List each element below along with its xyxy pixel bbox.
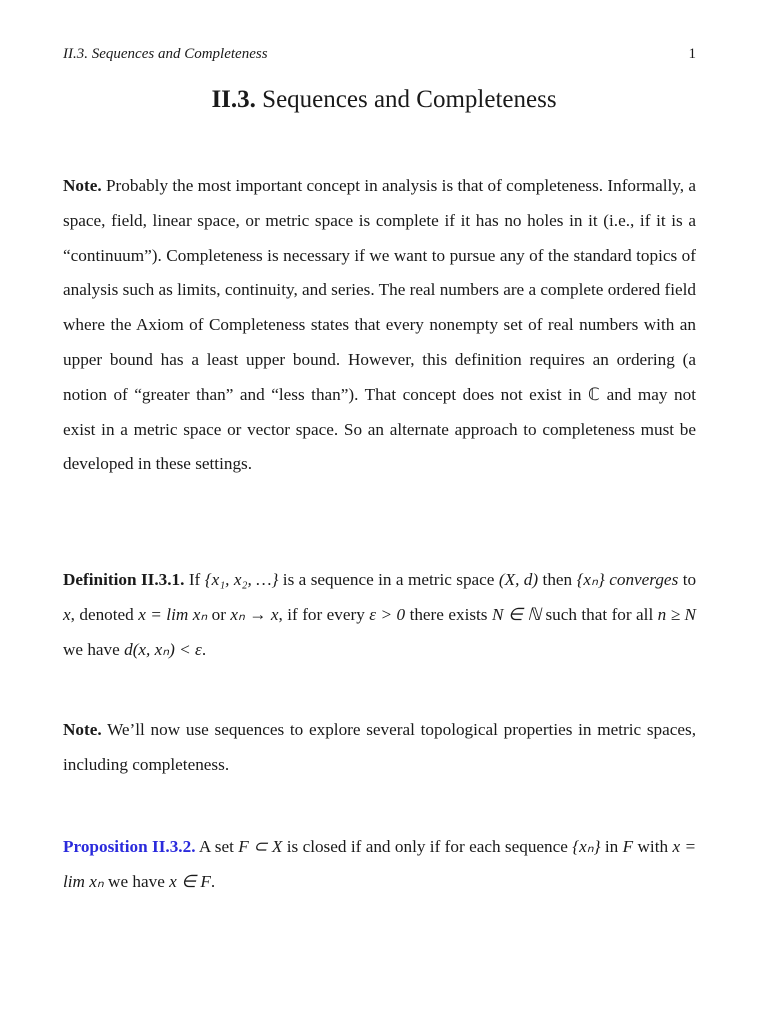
proposition-text: in bbox=[604, 837, 619, 856]
page-number: 1 bbox=[688, 46, 696, 62]
note-text: Probably the most important concept in analysis is that of completeness. Informally, a space, field, linear space, or metric space is complete if it has no holes in it (i.e., if it is a “continuum”). Completeness is necessary if we want to pursue any of the standard topics of analysis such as limits, continuity, and series. The real numbers are a complete ordered field where the Axiom of Completeness states that every nonempty set of real numbers with an upper bound has a least upper bound. However, this definition requires an ordering (a notion of “greater than” and “less than”). That concept does not exist in ℂ and may not exist in a metric space or vector space. So an alternate approach to completeness must be developed in these settings. bbox=[63, 176, 697, 474]
section-title bbox=[0, 86, 768, 114]
proposition-text: A set bbox=[198, 837, 234, 856]
proposition-text: is closed if and only if for each sequence bbox=[286, 837, 568, 856]
definition-text: is a sequence in a metric space bbox=[282, 570, 495, 589]
definition-text: such that for all bbox=[545, 604, 654, 624]
math-distance: d(x, xₙ) < ε bbox=[124, 639, 202, 659]
section-number: II.3. bbox=[211, 86, 256, 113]
definition-text: to bbox=[682, 570, 697, 589]
proposition-text: with bbox=[637, 837, 669, 856]
math-n: n ≥ N bbox=[657, 604, 697, 624]
math-F: F bbox=[622, 837, 634, 856]
proposition-closed-set bbox=[63, 830, 696, 900]
running-head bbox=[63, 46, 696, 66]
definition-text: there exists bbox=[409, 604, 488, 624]
math-sequence-short: {xₙ} bbox=[572, 837, 601, 856]
defined-term: converges bbox=[609, 570, 679, 589]
math-x: x bbox=[63, 604, 71, 624]
note-label: Note. bbox=[63, 720, 102, 739]
definition-text: we have bbox=[63, 639, 120, 659]
math-membership: x ∈ F bbox=[169, 871, 211, 891]
note-label: Note. bbox=[63, 176, 102, 195]
note-text: We’ll now use sequences to explore several topological properties in metric spaces, including completeness. bbox=[63, 720, 696, 774]
section-title-text: Sequences and Completeness bbox=[262, 86, 557, 113]
note-paragraph-completeness bbox=[63, 169, 696, 482]
math-sequence-short: {xₙ} bbox=[576, 570, 605, 589]
math-limit: x = lim xₙ bbox=[138, 604, 208, 624]
definition-text: , if for every bbox=[278, 604, 365, 624]
math-metric-space: (X, d) bbox=[498, 570, 539, 589]
math-limit: x = lim xₙ bbox=[63, 837, 697, 891]
definition-label: Definition II.3.1. bbox=[63, 570, 185, 589]
proposition-label-link[interactable]: Proposition II.3.2. bbox=[63, 837, 196, 856]
math-sequence: {x₁, x₂, …} bbox=[204, 570, 279, 589]
definition-convergence bbox=[63, 563, 696, 667]
definition-text: If bbox=[188, 570, 201, 589]
math-N: N ∈ ℕ bbox=[491, 604, 541, 624]
math-subset: F ⊂ X bbox=[238, 837, 283, 856]
definition-text: then bbox=[542, 570, 573, 589]
math-epsilon: ε > 0 bbox=[369, 604, 406, 624]
proposition-text: . bbox=[210, 871, 216, 891]
definition-text: , denoted bbox=[70, 604, 134, 624]
running-title: II.3. Sequences and Completeness bbox=[63, 46, 268, 62]
math-arrow: xₙ → x bbox=[230, 604, 279, 624]
definition-text: or bbox=[211, 604, 226, 624]
definition-text: . bbox=[201, 639, 207, 659]
proposition-text: we have bbox=[108, 871, 165, 891]
note-paragraph-sequences bbox=[63, 713, 696, 783]
